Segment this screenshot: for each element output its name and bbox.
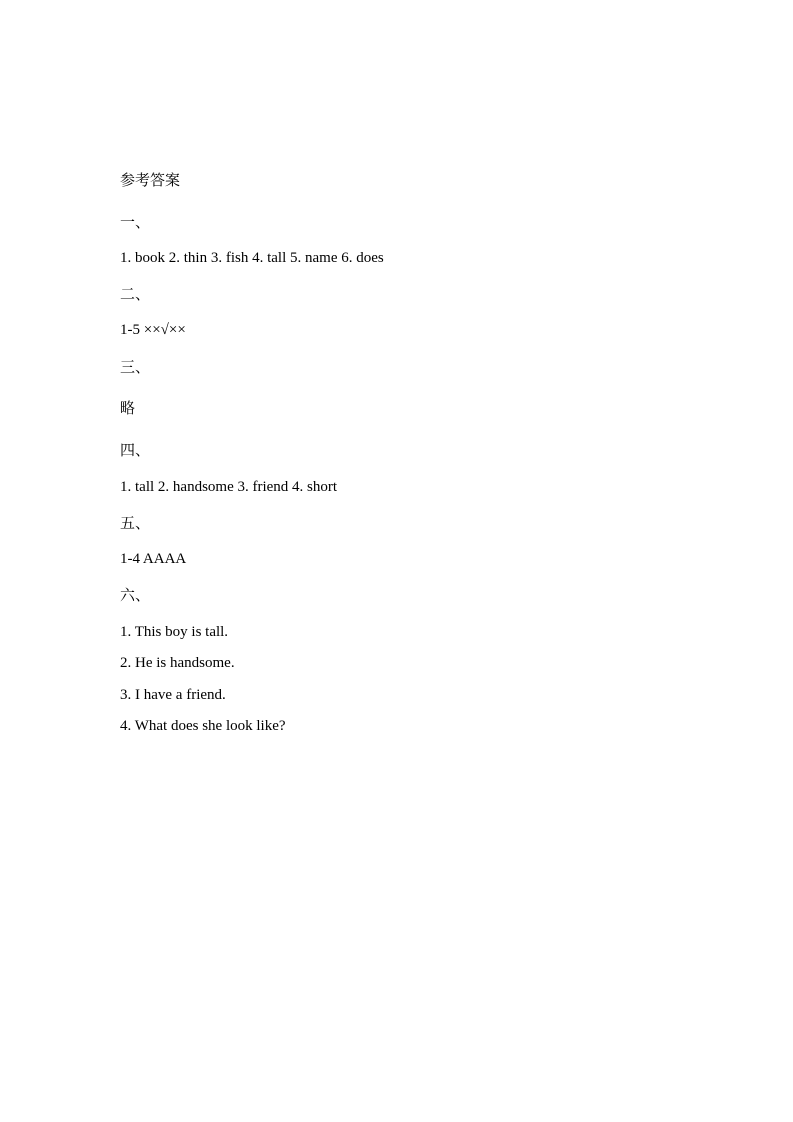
section-heading-3: 三、 [120, 358, 151, 376]
section-1-answers: 1. book 2. thin 3. fish 4. tall 5. name 6. does [120, 250, 384, 266]
section-3-answers: 略 [120, 399, 136, 417]
section-6-answer-3: 3. I have a friend. [120, 687, 226, 703]
section-6-answer-2: 2. He is handsome. [120, 655, 235, 671]
section-heading-1: 一、 [120, 213, 151, 231]
section-heading-5: 五、 [120, 514, 151, 532]
section-heading-2: 二、 [120, 285, 151, 303]
section-heading-4: 四、 [120, 441, 151, 459]
page-title: 参考答案 [120, 171, 181, 189]
section-5-answers: 1-4 AAAA [120, 551, 187, 567]
section-6-answer-4: 4. What does she look like? [120, 718, 286, 734]
section-2-answers: 1-5 ××√×× [120, 322, 186, 338]
section-4-answers: 1. tall 2. handsome 3. friend 4. short [120, 479, 338, 495]
section-6-answer-1: 1. This boy is tall. [120, 624, 229, 640]
section-heading-6: 六、 [120, 586, 151, 604]
